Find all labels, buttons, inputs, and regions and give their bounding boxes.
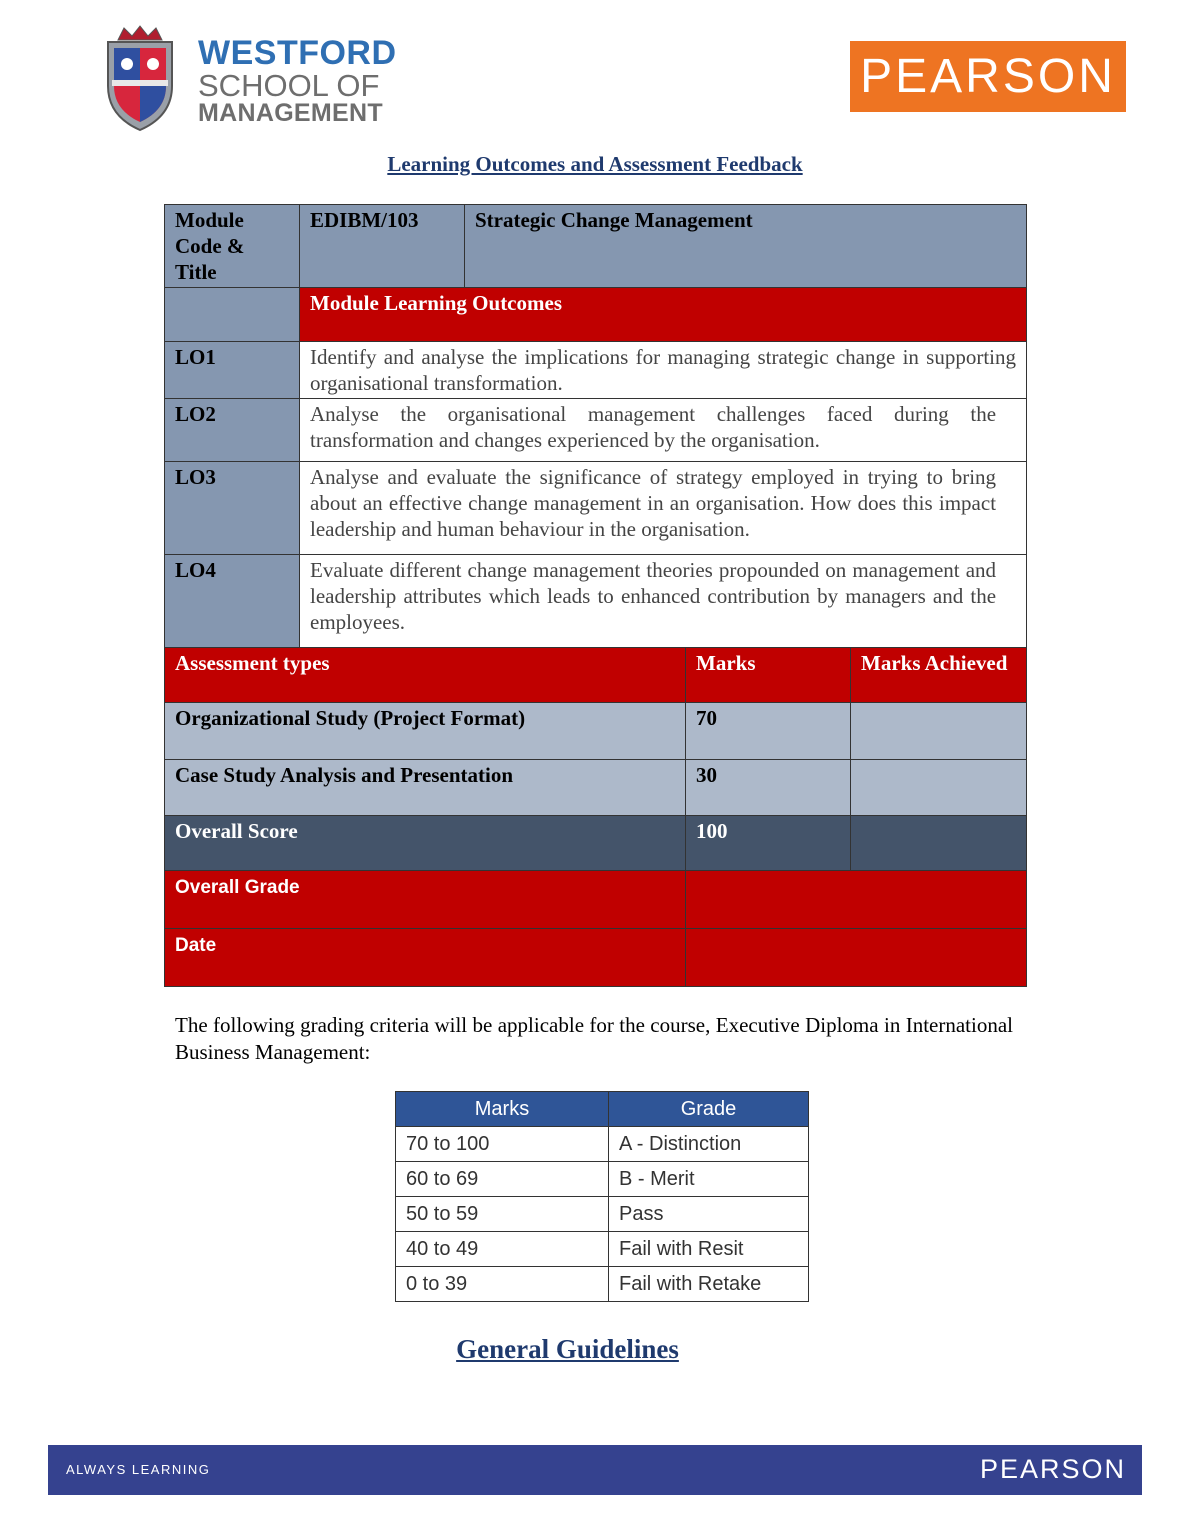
grade-label: Pass: [609, 1197, 809, 1232]
date-value[interactable]: [686, 929, 1027, 987]
pearson-logo: PEARSON: [850, 41, 1126, 112]
marks-achieved-cell[interactable]: [851, 760, 1027, 816]
logo-line-management: MANAGEMENT: [198, 99, 383, 127]
crest-icon: [100, 24, 180, 132]
grade-marks: 60 to 69: [396, 1162, 609, 1197]
marks-achieved-header: Marks Achieved: [851, 648, 1027, 703]
overall-score-label: Overall Score: [165, 816, 686, 871]
lo-text: Evaluate different change management theories propounded on management and leadership attributes which leads to enhanced contribution by managers and the employees.: [300, 555, 1027, 648]
general-guidelines-heading: General Guidelines: [456, 1334, 679, 1364]
lo-id: LO3: [165, 462, 300, 555]
table-row: [396, 1162, 809, 1197]
table-row: [396, 1232, 809, 1267]
learning-outcomes-heading: Module Learning Outcomes: [300, 288, 1027, 342]
overall-grade-value[interactable]: [686, 871, 1027, 929]
module-table: [164, 204, 1027, 987]
grading-table: [395, 1091, 809, 1302]
grade-label: Fail with Resit: [609, 1232, 809, 1267]
westford-logo: [100, 24, 400, 134]
grading-header-grade: Grade: [609, 1092, 809, 1127]
footer-banner: [48, 1445, 1142, 1495]
grade-label: Fail with Retake: [609, 1267, 809, 1302]
table-row: [396, 1267, 809, 1302]
lo-id: LO4: [165, 555, 300, 648]
overall-score-achieved[interactable]: [851, 816, 1027, 871]
marks-achieved-cell[interactable]: [851, 703, 1027, 760]
marks-header: Marks: [686, 648, 851, 703]
logo-line-school-of: SCHOOL OF: [198, 68, 380, 103]
grading-header-marks: Marks: [396, 1092, 609, 1127]
overall-score-marks: 100: [686, 816, 851, 871]
page-title: Learning Outcomes and Assessment Feedback: [387, 152, 803, 176]
footer-pearson-logo: PEARSON: [979, 1454, 1126, 1484]
module-title: Strategic Change Management: [465, 205, 1027, 288]
assessment-type: Case Study Analysis and Presentation: [165, 760, 686, 816]
lo-text: Analyse the organisational management challenges faced during the transformation and changes experienced by the organisation.: [300, 399, 1027, 462]
module-label: Module Code & Title: [165, 205, 300, 288]
blank-cell: [165, 288, 300, 342]
overall-grade-label: Overall Grade: [165, 871, 686, 929]
lo-text: Identify and analyse the implications for managing strategic change in supporting organisational transformation.: [300, 342, 1027, 399]
assessment-marks: 70: [686, 703, 851, 760]
grade-marks: 40 to 49: [396, 1232, 609, 1267]
grade-label: A - Distinction: [609, 1127, 809, 1162]
grade-marks: 0 to 39: [396, 1267, 609, 1302]
grade-marks: 70 to 100: [396, 1127, 609, 1162]
date-label: Date: [165, 929, 686, 987]
table-row: [396, 1127, 809, 1162]
assessment-marks: 30: [686, 760, 851, 816]
grade-marks: 50 to 59: [396, 1197, 609, 1232]
assessment-type: Organizational Study (Project Format): [165, 703, 686, 760]
lo-id: LO1: [165, 342, 300, 399]
grading-criteria-text: The following grading criteria will be applicable for the course, Executive Diploma in International Business Management:: [175, 1013, 1013, 1064]
lo-text: Analyse and evaluate the significance of strategy employed in trying to bring about an effective change management in an organisation. How does this impact leadership and human behaviour in the organisation.: [300, 462, 1027, 555]
table-row: [396, 1197, 809, 1232]
logo-line-westford: WESTFORD: [198, 34, 397, 72]
module-code: EDIBM/103: [300, 205, 465, 288]
footer-tagline: ALWAYS LEARNING: [66, 1462, 211, 1477]
lo-id: LO2: [165, 399, 300, 462]
assessment-types-header: Assessment types: [165, 648, 686, 703]
grade-label: B - Merit: [609, 1162, 809, 1197]
